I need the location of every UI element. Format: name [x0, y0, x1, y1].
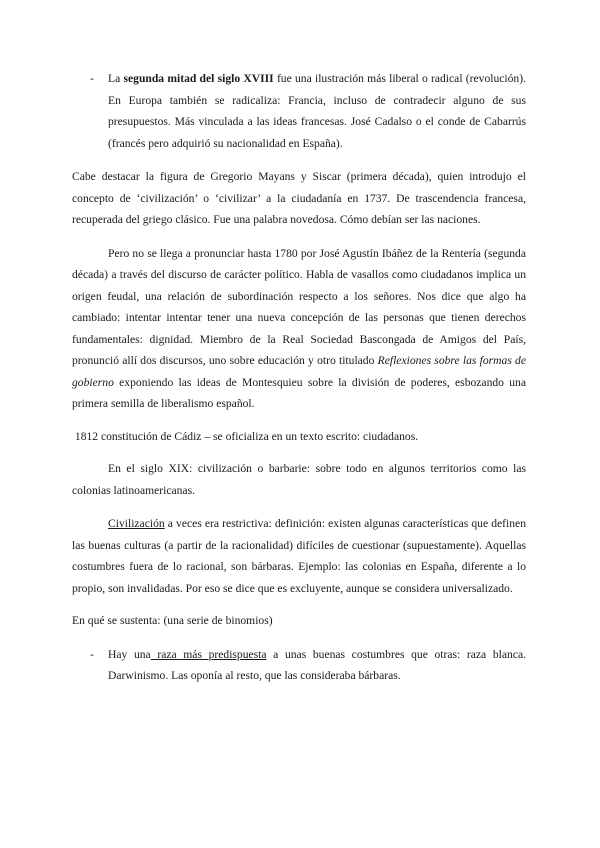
paragraph-renteria [72, 243, 526, 415]
paragraph-mayans: Cabe destacar la figura de Gregorio Mayans y Siscar (primera década), quien introdujo el concepto de ‘civilización’ o ‘civilizar’ a la ciudadanía en 1737. De trascendencia francesa, recuperada del griego clásico. Fue una palabra novedosa. Cómo debían ser las naciones. [72, 170, 526, 226]
italic-title: Reflexiones sobre las formas de gobierno [72, 354, 526, 389]
text-run: Hay una [108, 647, 151, 661]
underlined-phrase: raza más predispuesta [150, 647, 267, 661]
bullet-dash: - [90, 647, 94, 661]
paragraph-sustento: En qué se sustenta: (una serie de binomios) [72, 614, 273, 627]
text-run: exponiendo las ideas de Montesquieu sobre la división de poderes, esbozando una primera semilla de liberalismo español. [72, 375, 526, 410]
text-run: Pero no se llega a pronunciar hasta 1780 por José Agustín Ibáñez de la Rentería (segunda década) a través del discurso de carácter político. Habla de vasallos como ciudadanos implica un origen feudal, una relación de subordinación respecto a los señores. Nos dice que algo ha cambiado: intentar intentar tener una nueva concepción de las personas que tienen derechos fundamentales: dignidad. Miembro de la Real Sociedad Bascongada de Amigos del País, pronunció allí dos discursos, uno sobre educación y otro titulado [72, 246, 526, 367]
paragraph-cadiz: 1812 constitución de Cádiz – se oficializa en un texto escrito: ciudadanos. [72, 429, 419, 443]
paragraph-siglo-xix: En el siglo XIX: civilización o barbarie: sobre todo en algunos territorios como las colonias latinoamericanas. [72, 462, 526, 497]
text-run: a unas buenas costumbres que otras: raza blanca. Darwinismo. Las oponía al resto, que las consideraba bárbaras. [108, 647, 526, 682]
underlined-term: Civilización [108, 517, 165, 530]
bullet-paragraph-ilustracion [72, 68, 526, 154]
text-run: La [108, 72, 124, 85]
text-run: a veces era restrictiva: definición: existen algunas características que definen las buenas culturas (a partir de la racionalidad) difíciles de cuestionar (supuestamente). Aquellas costumbres fuera de lo racional, son bárbaras. Ejemplo: las colonias en España, diferente a lo propio, son invalidadas. Por eso se dice que es excluyente, aunque se considera universalizado. [72, 517, 526, 595]
text-run: fue una ilustración más liberal o radical (revolución). En Europa también se radicaliza: Francia, incluso de contradecir alguno de sus presupuestos. Más vinculada a las ideas francesas. José Cadalso o el conde de Cabarrús (francés pero adquirió su nacionalidad en España). [108, 72, 526, 150]
bold-phrase: segunda mitad del siglo XVIII [123, 72, 274, 85]
document-page [72, 68, 526, 687]
bullet-dash: - [90, 72, 94, 85]
paragraph-civilizacion [72, 513, 526, 599]
bullet-paragraph-raza [72, 644, 526, 687]
